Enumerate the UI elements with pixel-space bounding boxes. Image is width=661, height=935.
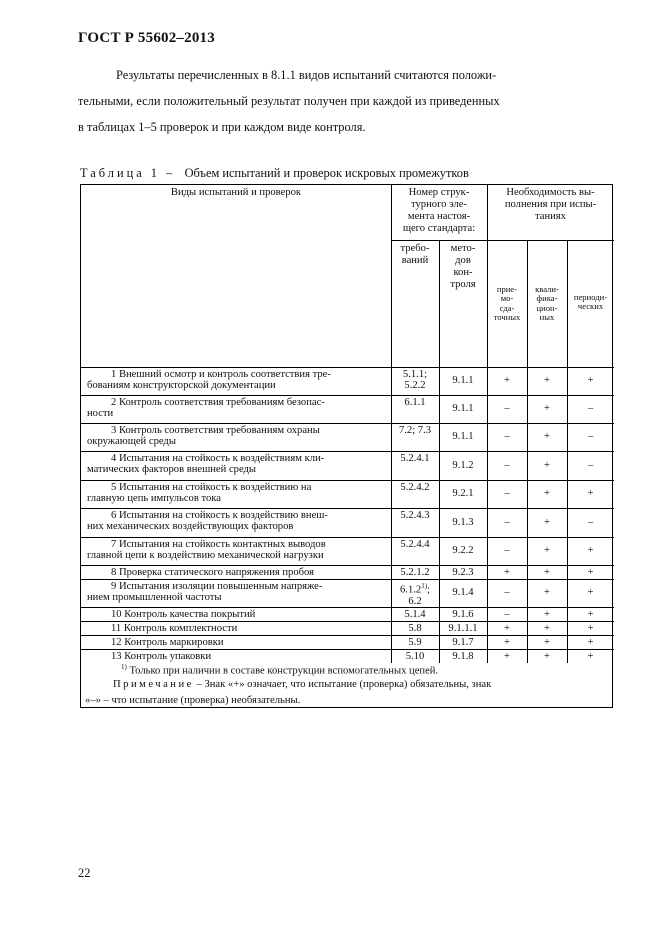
intro-line: тельными, если положительный результат получен при каждой из приведенных (78, 94, 500, 108)
table-cell-method: 9.2.1 (452, 488, 474, 499)
table-cell-per: + (587, 651, 594, 662)
table-cell-acc: – (504, 587, 510, 598)
table-cell-qual: + (544, 637, 550, 648)
table-cell-requirements: 5.2.4.3 (400, 510, 430, 521)
table-cell-per: + (587, 488, 594, 499)
table-cell-per: – (587, 516, 594, 528)
footnote-text: Только при наличии в составе конструкции вспомогательных цепей. (129, 665, 439, 677)
table-cell-method: 9.1.3 (452, 516, 474, 528)
table-row-name: 7 Испытания на стойкость контактных выводов главной цепи к воздействию механической нагрузки (87, 539, 326, 562)
table-cell-requirements: 5.10 (405, 651, 425, 662)
note-line: «–» – что испытание (проверка) необязательны. (85, 695, 301, 706)
table-cell-qual: + (544, 567, 550, 578)
table-cell-requirements: 5.1.4 (404, 609, 426, 620)
table-cell-qual: + (544, 623, 550, 634)
table-cell-acc: + (504, 567, 510, 578)
table-cell-requirements: 5.2.4.4 (400, 539, 430, 550)
table-cell-per: + (587, 375, 594, 386)
table-cell-acc: + (504, 623, 510, 634)
table-cell-method: 9.1.2 (452, 459, 474, 471)
table-cell-requirements: 5.9 (408, 637, 422, 648)
column-header-methods: мето- дов кон- троля (450, 243, 476, 290)
table-cell-acc: – (504, 609, 510, 620)
column-header-requirements: требо- ваний (400, 243, 430, 266)
table-cell-requirements: 5.2.4.2 (400, 482, 430, 493)
table-cell-method: 9.1.4 (452, 587, 474, 598)
table-row-name: 10 Контроль качества покрытий (111, 609, 256, 620)
table-cell-qual: + (544, 545, 550, 556)
table-cell-qual: + (544, 651, 550, 662)
table-note (81, 677, 614, 709)
table-cell-method: 9.1.1 (452, 403, 474, 414)
column-header-periodic: периоди- ческих (573, 292, 608, 312)
page-number: 22 (78, 866, 91, 880)
intro-line: Результаты перечисленных в 8.1.1 видов испытаний считаются положи- (116, 68, 497, 82)
table-cell-per: – (587, 459, 594, 471)
table-cell-acc: – (504, 545, 510, 556)
table-cell-acc: – (504, 516, 510, 528)
table-row-name: 12 Контроль маркировки (111, 637, 224, 648)
table-row-name: 2 Контроль соответствия требованиям безопас- ности (87, 397, 325, 420)
table-cell-qual: + (544, 431, 550, 442)
table-cell-method: 9.1.1 (452, 375, 474, 386)
table-cell-acc: – (504, 431, 510, 442)
table-caption (80, 166, 469, 181)
table-cell-per: + (587, 545, 594, 556)
table-cell-acc: – (504, 488, 510, 499)
table-row-name: 8 Проверка статического напряжения пробоя (111, 567, 315, 578)
table-cell-method: 9.1.8 (452, 651, 474, 662)
intro-paragraph (78, 62, 613, 140)
intro-line: в таблицах 1–5 проверок и при каждом виде контроля. (78, 120, 366, 134)
table-cell-requirements: 5.2.4.1 (400, 453, 430, 464)
table-cell-acc: – (504, 403, 510, 414)
table-cell-requirements: 6.1.1 (404, 397, 426, 408)
table-cell-per: + (587, 637, 594, 648)
document-header: ГОСТ Р 55602–2013 (78, 30, 215, 46)
table-cell-acc: + (504, 375, 510, 386)
table-footnote (121, 663, 438, 677)
table-row-name: 11 Контроль комплектности (111, 623, 238, 634)
table-cell-method: 9.1.7 (452, 637, 474, 648)
tests-table (80, 184, 613, 708)
table-cell-qual: + (544, 587, 550, 598)
table-cell-requirements: 7.2; 7.3 (398, 425, 432, 436)
table-cell-requirements: 5.2.1.2 (400, 567, 430, 578)
table-row-name: 9 Испытания изоляции повышенным напряже- нием промышленной частоты (87, 581, 323, 604)
table-row-name: 5 Испытания на стойкость к воздействию на главную цепь импульсов тока (87, 482, 312, 505)
table-row-name: 13 Контроль упаковки (111, 651, 212, 662)
table-cell-acc: + (504, 637, 510, 648)
table-cell-requirements: 6.1.2$^{1)}$; 6.2 (400, 582, 430, 607)
column-header-element-number: Номер струк- турного эле- мента настоя- щего стандарта: (402, 187, 476, 234)
table-cell-qual: + (544, 516, 550, 528)
column-header-acceptance: прие- мо- сда- точных (493, 284, 521, 323)
column-header-necessity: Необходимость вы- полнения при испы- таниях (504, 187, 597, 222)
column-header-types: Виды испытаний и проверок (170, 187, 302, 198)
note-label: Примечание (113, 679, 194, 690)
table-cell-per: + (587, 609, 594, 620)
table-cell-acc: – (504, 459, 510, 471)
table-cell-method: 9.1.1.1 (448, 623, 478, 634)
table-cell-per: + (587, 587, 594, 598)
table-cell-qual: + (544, 403, 550, 414)
table-cell-qual: + (544, 609, 550, 620)
table-cell-per: – (587, 403, 594, 414)
note-line: – Знак «+» означает, что испытание (проверка) обязательны, знак (196, 679, 492, 690)
footnote-mark: 1) (121, 663, 127, 671)
table-cell-method: 9.2.3 (452, 567, 474, 578)
column-header-qualification: квали- фика- цион- ных (535, 284, 559, 323)
table-cell-acc: + (504, 651, 510, 662)
table-cell-per: + (587, 567, 594, 578)
table-row-name: 1 Внешний осмотр и контроль соответствия тре- бованиям конструкторской документации (87, 369, 331, 392)
table-row-name: 6 Испытания на стойкость к воздействию внеш- них механических воздействующих факторов (87, 510, 328, 533)
table-cell-method: 9.2.2 (452, 545, 474, 556)
table-caption-prefix: Таблица 1 – (80, 166, 176, 180)
table-cell-method: 9.1.6 (452, 609, 474, 620)
table-cell-requirements: 5.8 (408, 623, 422, 634)
table-cell-per: + (587, 623, 594, 634)
table-cell-method: 9.1.1 (452, 431, 474, 442)
table-cell-qual: + (544, 375, 550, 386)
table-row-name: 4 Испытания на стойкость к воздействиям кли- матических факторов внешней среды (87, 453, 325, 476)
table-cell-qual: + (544, 488, 550, 499)
table-cell-per: – (587, 431, 594, 442)
table-cell-requirements: 5.1.1; 5.2.2 (402, 369, 428, 392)
table-cell-qual: + (544, 459, 550, 471)
table-caption-title: Объем испытаний и проверок искровых промежутков (184, 166, 469, 180)
table-row-name: 3 Контроль соответствия требованиям охраны окружающей среды (87, 425, 320, 448)
